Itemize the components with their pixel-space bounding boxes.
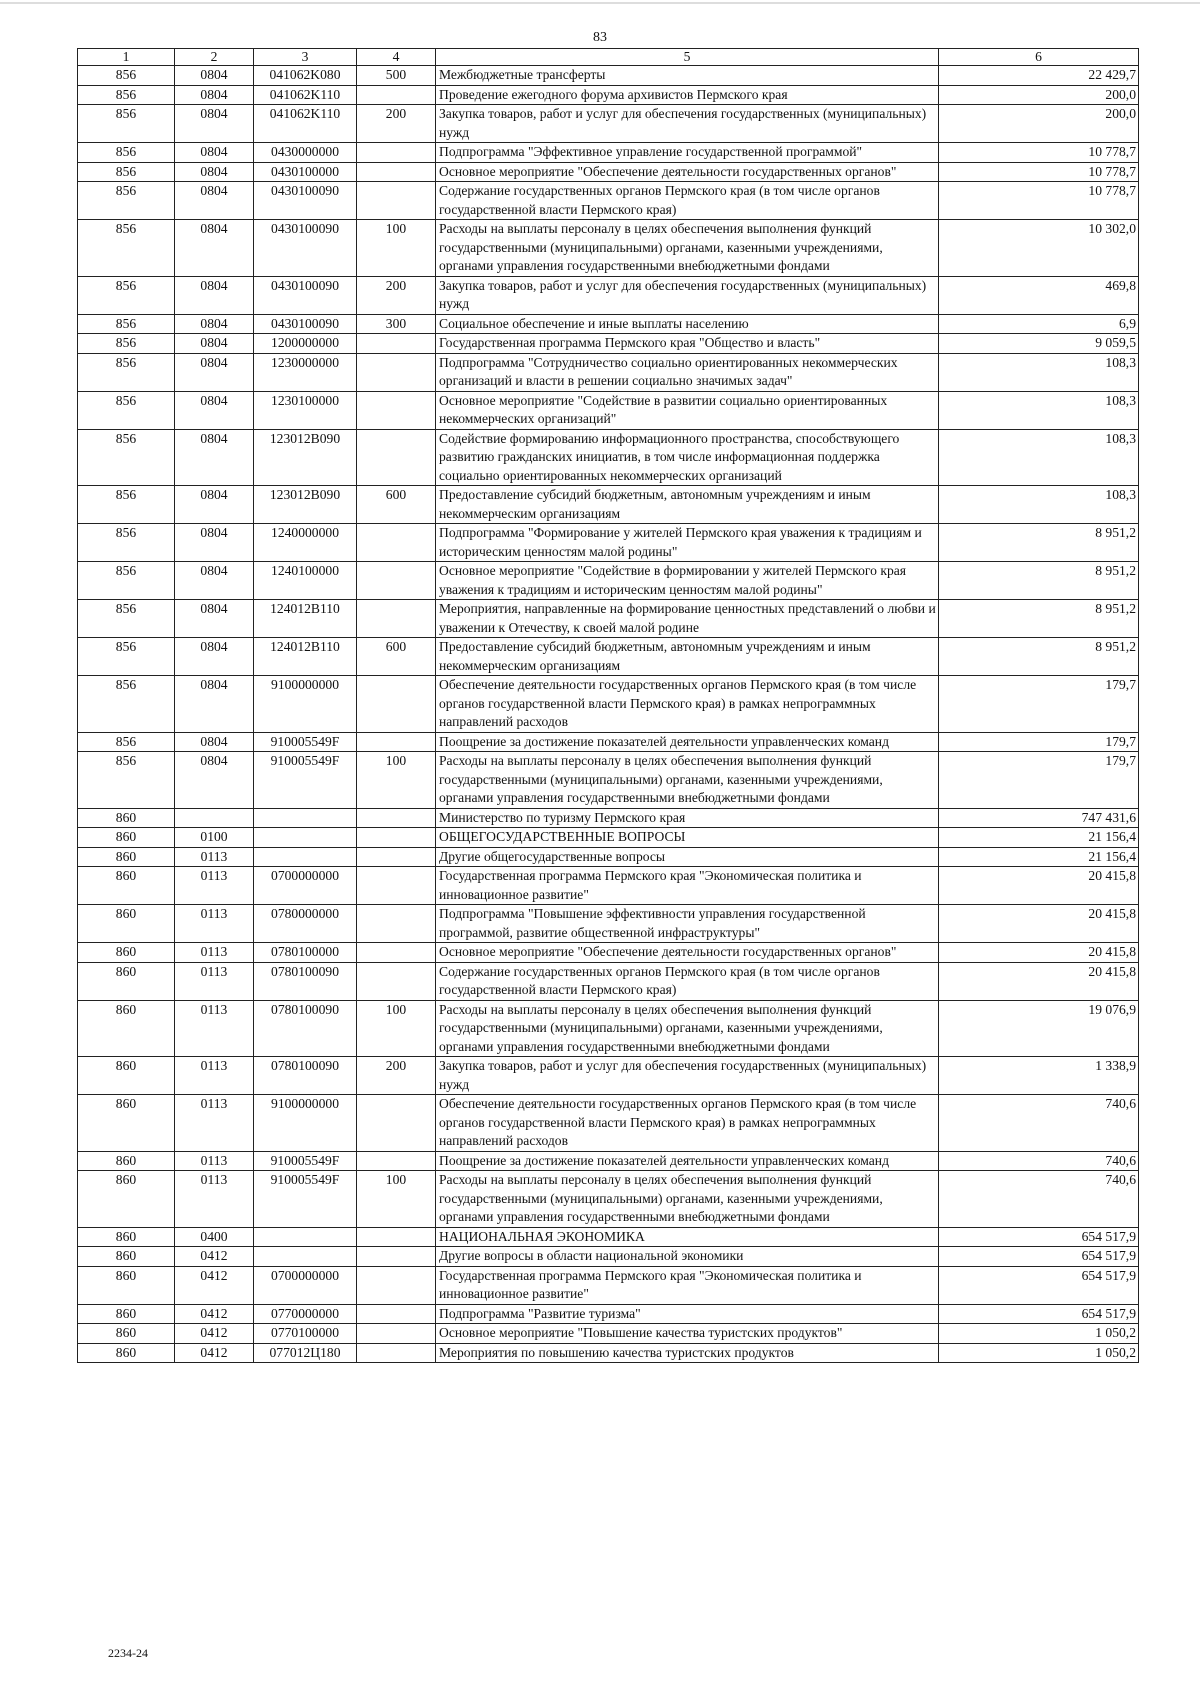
cell-expense-type <box>357 1304 436 1324</box>
cell-ministry-code: 860 <box>78 847 175 867</box>
cell-description: Основное мероприятие "Обеспечение деятельности государственных органов" <box>436 162 939 182</box>
cell-section-code: 0804 <box>175 676 254 733</box>
cell-ministry-code: 856 <box>78 562 175 600</box>
cell-section-code: 0412 <box>175 1247 254 1267</box>
header-col-2: 2 <box>175 49 254 66</box>
cell-target-article: 9100000000 <box>254 676 357 733</box>
cell-amount: 19 076,9 <box>939 1000 1139 1057</box>
cell-amount: 10 778,7 <box>939 162 1139 182</box>
table-row <box>78 1000 1139 1057</box>
table-row <box>78 276 1139 314</box>
cell-ministry-code: 860 <box>78 828 175 848</box>
table-row <box>78 676 1139 733</box>
cell-description: Другие общегосударственные вопросы <box>436 847 939 867</box>
table-row <box>78 905 1139 943</box>
cell-amount: 108,3 <box>939 429 1139 486</box>
cell-section-code: 0113 <box>175 1057 254 1095</box>
cell-ministry-code: 860 <box>78 1247 175 1267</box>
cell-expense-type <box>357 391 436 429</box>
cell-target-article: 1230000000 <box>254 353 357 391</box>
cell-expense-type <box>357 732 436 752</box>
document-code: 2234-24 <box>108 1646 148 1660</box>
cell-expense-type <box>357 905 436 943</box>
cell-amount: 8 951,2 <box>939 600 1139 638</box>
cell-expense-type: 100 <box>357 220 436 277</box>
cell-expense-type <box>357 162 436 182</box>
cell-ministry-code: 860 <box>78 1151 175 1171</box>
cell-section-code: 0804 <box>175 391 254 429</box>
cell-ministry-code: 856 <box>78 524 175 562</box>
cell-section-code <box>175 808 254 828</box>
cell-section-code: 0113 <box>175 905 254 943</box>
table-row <box>78 1304 1139 1324</box>
cell-expense-type <box>357 524 436 562</box>
cell-amount: 654 517,9 <box>939 1304 1139 1324</box>
cell-section-code: 0804 <box>175 66 254 86</box>
cell-description: Государственная программа Пермского края "Общество и власть" <box>436 334 939 354</box>
cell-description: Предоставление субсидий бюджетным, автономным учреждениям и иным некоммерческим организациям <box>436 638 939 676</box>
table-row <box>78 867 1139 905</box>
cell-amount: 108,3 <box>939 353 1139 391</box>
cell-description: Предоставление субсидий бюджетным, автономным учреждениям и иным некоммерческим организациям <box>436 486 939 524</box>
table-row <box>78 1247 1139 1267</box>
cell-ministry-code: 856 <box>78 220 175 277</box>
cell-description: Поощрение за достижение показателей деятельности управленческих команд <box>436 732 939 752</box>
table-row <box>78 732 1139 752</box>
cell-description: Другие вопросы в области национальной экономики <box>436 1247 939 1267</box>
table-row <box>78 429 1139 486</box>
cell-amount: 654 517,9 <box>939 1227 1139 1247</box>
cell-section-code: 0113 <box>175 1095 254 1152</box>
table-row <box>78 143 1139 163</box>
cell-section-code: 0804 <box>175 143 254 163</box>
table-row <box>78 1095 1139 1152</box>
header-col-4: 4 <box>357 49 436 66</box>
cell-amount: 20 415,8 <box>939 905 1139 943</box>
cell-target-article: 077012Ц180 <box>254 1343 357 1363</box>
cell-section-code: 0113 <box>175 847 254 867</box>
cell-section-code: 0804 <box>175 314 254 334</box>
cell-ministry-code: 860 <box>78 943 175 963</box>
cell-amount: 179,7 <box>939 676 1139 733</box>
table-row <box>78 105 1139 143</box>
cell-description: Проведение ежегодного форума архивистов Пермского края <box>436 85 939 105</box>
cell-target-article: 9100000000 <box>254 1095 357 1152</box>
cell-amount: 654 517,9 <box>939 1247 1139 1267</box>
cell-description: Обеспечение деятельности государственных органов Пермского края (в том числе органов государственной власти Пермского края) в рамках непрограммных направлений расходов <box>436 676 939 733</box>
cell-ministry-code: 860 <box>78 1095 175 1152</box>
cell-description: Основное мероприятие "Обеспечение деятельности государственных органов" <box>436 943 939 963</box>
cell-expense-type <box>357 182 436 220</box>
cell-ministry-code: 860 <box>78 1171 175 1228</box>
cell-ministry-code: 856 <box>78 162 175 182</box>
cell-section-code: 0804 <box>175 105 254 143</box>
cell-expense-type <box>357 1266 436 1304</box>
cell-target-article: 0780100090 <box>254 1000 357 1057</box>
cell-section-code: 0804 <box>175 524 254 562</box>
cell-expense-type <box>357 1343 436 1363</box>
cell-amount: 1 050,2 <box>939 1324 1139 1344</box>
table-row <box>78 1266 1139 1304</box>
cell-amount: 20 415,8 <box>939 867 1139 905</box>
table-row <box>78 1324 1139 1344</box>
cell-description: Закупка товаров, работ и услуг для обеспечения государственных (муниципальных) нужд <box>436 1057 939 1095</box>
cell-amount: 21 156,4 <box>939 828 1139 848</box>
cell-description: Содействие формированию информационного пространства, способствующего развитию гражданских инициатив, в том числе информационная поддержка социально ориентированных некоммерческих организаций <box>436 429 939 486</box>
cell-description: Государственная программа Пермского края "Экономическая политика и инновационное развитие" <box>436 1266 939 1304</box>
cell-target-article <box>254 828 357 848</box>
table-row <box>78 66 1139 86</box>
cell-target-article: 0430100090 <box>254 314 357 334</box>
cell-expense-type: 100 <box>357 752 436 809</box>
cell-description: Основное мероприятие "Содействие в формировании у жителей Пермского края уважения к традициям и историческим ценностям малой родины" <box>436 562 939 600</box>
cell-ministry-code: 856 <box>78 486 175 524</box>
cell-description: Поощрение за достижение показателей деятельности управленческих команд <box>436 1151 939 1171</box>
cell-target-article: 910005549F <box>254 1171 357 1228</box>
cell-target-article: 0770000000 <box>254 1304 357 1324</box>
cell-expense-type <box>357 1247 436 1267</box>
cell-ministry-code: 856 <box>78 85 175 105</box>
cell-target-article: 124012B110 <box>254 600 357 638</box>
cell-section-code: 0113 <box>175 1171 254 1228</box>
cell-description: Мероприятия по повышению качества туристских продуктов <box>436 1343 939 1363</box>
cell-target-article: 0430100090 <box>254 182 357 220</box>
cell-section-code: 0412 <box>175 1343 254 1363</box>
cell-section-code: 0113 <box>175 943 254 963</box>
cell-description: Подпрограмма "Формирование у жителей Пермского края уважения к традициям и историческим ценностям малой родины" <box>436 524 939 562</box>
cell-target-article: 123012B090 <box>254 486 357 524</box>
cell-description: НАЦИОНАЛЬНАЯ ЭКОНОМИКА <box>436 1227 939 1247</box>
cell-expense-type <box>357 334 436 354</box>
cell-expense-type: 300 <box>357 314 436 334</box>
cell-target-article: 0430100000 <box>254 162 357 182</box>
cell-amount: 179,7 <box>939 752 1139 809</box>
cell-target-article: 0430100090 <box>254 276 357 314</box>
cell-description: Подпрограмма "Сотрудничество социально ориентированных некоммерческих организаций и власти в решении социально значимых задач" <box>436 353 939 391</box>
cell-section-code: 0804 <box>175 276 254 314</box>
table-row <box>78 314 1139 334</box>
table-row <box>78 220 1139 277</box>
cell-ministry-code: 860 <box>78 1000 175 1057</box>
cell-expense-type <box>357 600 436 638</box>
cell-ministry-code: 860 <box>78 1266 175 1304</box>
cell-expense-type <box>357 1151 436 1171</box>
cell-ministry-code: 856 <box>78 66 175 86</box>
cell-amount: 8 951,2 <box>939 524 1139 562</box>
cell-target-article: 1240000000 <box>254 524 357 562</box>
table-body <box>78 66 1139 1363</box>
scan-edge-line <box>0 2 1200 4</box>
cell-ministry-code: 856 <box>78 143 175 163</box>
cell-ministry-code: 856 <box>78 276 175 314</box>
cell-target-article: 041062K110 <box>254 105 357 143</box>
cell-target-article: 910005549F <box>254 1151 357 1171</box>
cell-description: Закупка товаров, работ и услуг для обеспечения государственных (муниципальных) нужд <box>436 105 939 143</box>
header-col-3: 3 <box>254 49 357 66</box>
cell-description: Расходы на выплаты персоналу в целях обеспечения выполнения функций государственными (муниципальными) органами, казенными учреждениями, органами управления государственными внебюджетными фондами <box>436 752 939 809</box>
cell-amount: 654 517,9 <box>939 1266 1139 1304</box>
cell-description: Основное мероприятие "Содействие в развитии социально ориентированных некоммерческих организаций" <box>436 391 939 429</box>
cell-ministry-code: 860 <box>78 962 175 1000</box>
table-row <box>78 486 1139 524</box>
cell-section-code: 0113 <box>175 867 254 905</box>
table-row <box>78 638 1139 676</box>
cell-ministry-code: 860 <box>78 808 175 828</box>
cell-amount: 179,7 <box>939 732 1139 752</box>
cell-ministry-code: 860 <box>78 1057 175 1095</box>
cell-ministry-code: 856 <box>78 752 175 809</box>
cell-target-article: 0430100090 <box>254 220 357 277</box>
table-row <box>78 334 1139 354</box>
table-row <box>78 85 1139 105</box>
cell-ministry-code: 856 <box>78 314 175 334</box>
cell-description: Государственная программа Пермского края "Экономическая политика и инновационное развитие" <box>436 867 939 905</box>
cell-amount: 8 951,2 <box>939 562 1139 600</box>
cell-amount: 20 415,8 <box>939 962 1139 1000</box>
cell-expense-type: 100 <box>357 1000 436 1057</box>
cell-amount: 108,3 <box>939 486 1139 524</box>
cell-section-code: 0113 <box>175 1151 254 1171</box>
cell-amount: 469,8 <box>939 276 1139 314</box>
cell-section-code: 0804 <box>175 85 254 105</box>
cell-target-article: 0780100000 <box>254 943 357 963</box>
table-row <box>78 600 1139 638</box>
cell-description: Расходы на выплаты персоналу в целях обеспечения выполнения функций государственными (муниципальными) органами, казенными учреждениями, органами управления государственными внебюджетными фондами <box>436 220 939 277</box>
table-row <box>78 562 1139 600</box>
cell-section-code: 0412 <box>175 1324 254 1344</box>
cell-amount: 22 429,7 <box>939 66 1139 86</box>
table-row <box>78 524 1139 562</box>
cell-target-article: 0700000000 <box>254 1266 357 1304</box>
cell-section-code: 0412 <box>175 1266 254 1304</box>
cell-target-article: 0780100090 <box>254 962 357 1000</box>
cell-target-article <box>254 1247 357 1267</box>
cell-ministry-code: 856 <box>78 732 175 752</box>
cell-expense-type <box>357 353 436 391</box>
cell-section-code: 0804 <box>175 486 254 524</box>
cell-description: Мероприятия, направленные на формирование ценностных представлений о любви и уважении к Отечеству, к своей малой родине <box>436 600 939 638</box>
cell-ministry-code: 856 <box>78 600 175 638</box>
table-row <box>78 752 1139 809</box>
cell-ministry-code: 860 <box>78 1324 175 1344</box>
cell-target-article <box>254 847 357 867</box>
cell-ministry-code: 856 <box>78 429 175 486</box>
cell-amount: 10 778,7 <box>939 182 1139 220</box>
cell-description: Подпрограмма "Эффективное управление государственной программой" <box>436 143 939 163</box>
cell-description: Подпрограмма "Развитие туризма" <box>436 1304 939 1324</box>
cell-amount: 1 338,9 <box>939 1057 1139 1095</box>
cell-expense-type <box>357 676 436 733</box>
cell-amount: 1 050,2 <box>939 1343 1139 1363</box>
cell-section-code: 0804 <box>175 353 254 391</box>
cell-expense-type <box>357 1095 436 1152</box>
cell-expense-type: 200 <box>357 1057 436 1095</box>
cell-expense-type <box>357 85 436 105</box>
cell-description: Подпрограмма "Повышение эффективности управления государственной программой, развитие общественной инфраструктуры" <box>436 905 939 943</box>
cell-ministry-code: 856 <box>78 676 175 733</box>
cell-expense-type <box>357 562 436 600</box>
table-row <box>78 808 1139 828</box>
cell-expense-type <box>357 962 436 1000</box>
cell-expense-type: 200 <box>357 105 436 143</box>
cell-section-code: 0100 <box>175 828 254 848</box>
cell-expense-type: 200 <box>357 276 436 314</box>
cell-target-article: 041062K110 <box>254 85 357 105</box>
budget-table <box>77 48 1139 1363</box>
cell-section-code: 0804 <box>175 562 254 600</box>
cell-description: Расходы на выплаты персоналу в целях обеспечения выполнения функций государственными (муниципальными) органами, казенными учреждениями, органами управления государственными внебюджетными фондами <box>436 1000 939 1057</box>
cell-amount: 8 951,2 <box>939 638 1139 676</box>
cell-amount: 747 431,6 <box>939 808 1139 828</box>
cell-amount: 740,6 <box>939 1095 1139 1152</box>
header-col-1: 1 <box>78 49 175 66</box>
cell-description: Содержание государственных органов Пермского края (в том числе органов государственной власти Пермского края) <box>436 962 939 1000</box>
cell-target-article: 1240100000 <box>254 562 357 600</box>
cell-description: Закупка товаров, работ и услуг для обеспечения государственных (муниципальных) нужд <box>436 276 939 314</box>
cell-amount: 740,6 <box>939 1171 1139 1228</box>
table-row <box>78 847 1139 867</box>
table-row <box>78 1057 1139 1095</box>
table-row <box>78 1343 1139 1363</box>
cell-amount: 9 059,5 <box>939 334 1139 354</box>
page-number: 83 <box>593 30 607 45</box>
table-row <box>78 943 1139 963</box>
cell-description: Социальное обеспечение и иные выплаты населению <box>436 314 939 334</box>
cell-ministry-code: 860 <box>78 1343 175 1363</box>
cell-expense-type <box>357 867 436 905</box>
cell-target-article: 1200000000 <box>254 334 357 354</box>
table-row <box>78 1151 1139 1171</box>
cell-ministry-code: 856 <box>78 638 175 676</box>
cell-target-article <box>254 808 357 828</box>
cell-section-code: 0804 <box>175 732 254 752</box>
cell-expense-type <box>357 1227 436 1247</box>
cell-section-code: 0804 <box>175 600 254 638</box>
cell-ministry-code: 856 <box>78 334 175 354</box>
cell-amount: 10 778,7 <box>939 143 1139 163</box>
cell-amount: 200,0 <box>939 105 1139 143</box>
cell-section-code: 0804 <box>175 429 254 486</box>
cell-target-article <box>254 1227 357 1247</box>
cell-amount: 200,0 <box>939 85 1139 105</box>
cell-target-article: 0430000000 <box>254 143 357 163</box>
cell-expense-type <box>357 943 436 963</box>
cell-expense-type: 100 <box>357 1171 436 1228</box>
cell-amount: 740,6 <box>939 1151 1139 1171</box>
cell-amount: 21 156,4 <box>939 847 1139 867</box>
header-col-5: 5 <box>436 49 939 66</box>
cell-section-code: 0412 <box>175 1304 254 1324</box>
cell-expense-type <box>357 1324 436 1344</box>
header-col-6: 6 <box>939 49 1139 66</box>
cell-ministry-code: 856 <box>78 391 175 429</box>
cell-section-code: 0804 <box>175 162 254 182</box>
cell-expense-type <box>357 847 436 867</box>
cell-section-code: 0400 <box>175 1227 254 1247</box>
header-row <box>78 49 1139 66</box>
table-row <box>78 1227 1139 1247</box>
cell-ministry-code: 860 <box>78 905 175 943</box>
cell-target-article: 041062K080 <box>254 66 357 86</box>
cell-ministry-code: 860 <box>78 1304 175 1324</box>
cell-ministry-code: 856 <box>78 105 175 143</box>
cell-section-code: 0804 <box>175 182 254 220</box>
cell-amount: 10 302,0 <box>939 220 1139 277</box>
cell-section-code: 0113 <box>175 1000 254 1057</box>
cell-description: Министерство по туризму Пермского края <box>436 808 939 828</box>
cell-expense-type <box>357 143 436 163</box>
cell-expense-type: 600 <box>357 638 436 676</box>
table-row <box>78 391 1139 429</box>
table-row <box>78 962 1139 1000</box>
cell-target-article: 0770100000 <box>254 1324 357 1344</box>
cell-description: Обеспечение деятельности государственных органов Пермского края (в том числе органов государственной власти Пермского края) в рамках непрограммных направлений расходов <box>436 1095 939 1152</box>
cell-amount: 20 415,8 <box>939 943 1139 963</box>
table-row <box>78 828 1139 848</box>
cell-ministry-code: 860 <box>78 867 175 905</box>
cell-expense-type <box>357 808 436 828</box>
table-row <box>78 1171 1139 1228</box>
cell-target-article: 124012B110 <box>254 638 357 676</box>
cell-expense-type <box>357 828 436 848</box>
cell-description: Основное мероприятие "Повышение качества туристских продуктов" <box>436 1324 939 1344</box>
cell-target-article: 123012B090 <box>254 429 357 486</box>
cell-ministry-code: 860 <box>78 1227 175 1247</box>
table-row <box>78 353 1139 391</box>
cell-amount: 6,9 <box>939 314 1139 334</box>
cell-target-article: 1230100000 <box>254 391 357 429</box>
cell-ministry-code: 856 <box>78 353 175 391</box>
cell-description: Межбюджетные трансферты <box>436 66 939 86</box>
cell-target-article: 0780100090 <box>254 1057 357 1095</box>
cell-expense-type <box>357 429 436 486</box>
cell-target-article: 0700000000 <box>254 867 357 905</box>
cell-target-article: 910005549F <box>254 732 357 752</box>
cell-description: Расходы на выплаты персоналу в целях обеспечения выполнения функций государственными (муниципальными) органами, казенными учреждениями, органами управления государственными внебюджетными фондами <box>436 1171 939 1228</box>
table-row <box>78 162 1139 182</box>
cell-amount: 108,3 <box>939 391 1139 429</box>
cell-section-code: 0804 <box>175 220 254 277</box>
cell-description: Содержание государственных органов Пермского края (в том числе органов государственной власти Пермского края) <box>436 182 939 220</box>
cell-target-article: 0780000000 <box>254 905 357 943</box>
cell-description: ОБЩЕГОСУДАРСТВЕННЫЕ ВОПРОСЫ <box>436 828 939 848</box>
table-row <box>78 182 1139 220</box>
cell-section-code: 0804 <box>175 752 254 809</box>
cell-expense-type: 600 <box>357 486 436 524</box>
cell-section-code: 0804 <box>175 638 254 676</box>
cell-section-code: 0113 <box>175 962 254 1000</box>
cell-target-article: 910005549F <box>254 752 357 809</box>
cell-expense-type: 500 <box>357 66 436 86</box>
cell-section-code: 0804 <box>175 334 254 354</box>
cell-ministry-code: 856 <box>78 182 175 220</box>
